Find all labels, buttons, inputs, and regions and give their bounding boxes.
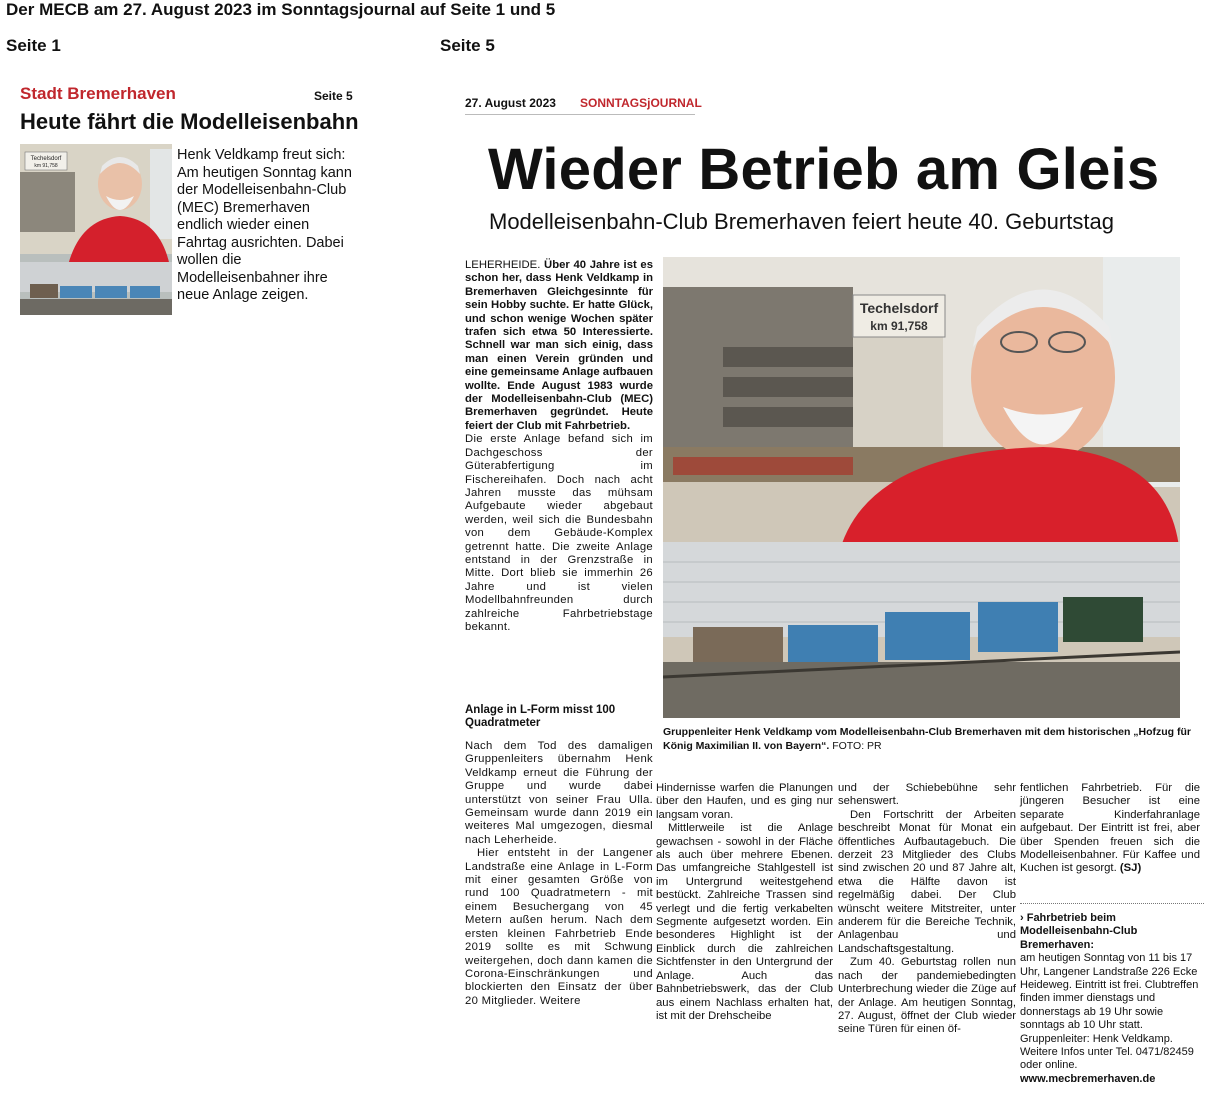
author-sig: (SJ) [1119, 862, 1142, 875]
page5-date: 27. August 2023 [465, 96, 556, 110]
page1-headline: Heute fährt die Modelleisenbahn [20, 109, 359, 134]
page1-label: Seite 1 [6, 36, 61, 55]
svg-text:km 91,758: km 91,758 [34, 163, 58, 169]
caption-credit: FOTO: PR [832, 740, 882, 752]
page1-page-ref: Seite 5 [314, 89, 353, 103]
article-column-1-bottom [465, 740, 653, 1008]
info-box-separator [1020, 903, 1204, 904]
info-box-text: am heutigen Sonntag von 11 bis 17 Uhr, Langener Landstraße 226 Ecke Heideweg. Eintritt ist frei. Clubtreffen finden immer dienstags und donnerstags ab 19 Uhr sowie sonntags ab 10 Uhr statt. Gruppenleiter: Henk Veldkamp. Weitere Infos unter Tel. 0471/82459 oder online. [1020, 952, 1199, 1072]
article-subheading: Anlage in L-Form misst 100 Quadratmeter [465, 704, 616, 729]
lead-text: Über 40 Jahre ist es schon her, dass Henk Veldkamp in Bremerhaven Gleichgesinnte für sein Hobby suchte. Er hatte Glück, und schon wenige Wochen später trafen sich etwa 50 Interessierte. Schnell war man sich einig, dass man einen Verein gründen und eine gemeinsame Anlage aufbauen wollte. Ende August 1983 wurde der Modelleisenbahn-Club (MEC) Bremerhaven gegründet. Heute feiert der Club mit Fahrbetrieb. [465, 259, 653, 432]
page5-newspaper-name: SONNTAGSjOURNAL [580, 96, 702, 110]
photo-caption [663, 725, 1208, 753]
photo-sign-line2: km 91,758 [870, 319, 928, 333]
page1-photo [20, 144, 172, 315]
page5-subtitle: Modelleisenbahn-Club Bremerhaven feiert heute 40. Geburtstag [489, 209, 1114, 234]
paragraph-2: Nach dem Tod des damaligen Gruppenleiters übernahm Henk Veldkamp erneut die Führung der Gruppe und wurde dabei unterstützt von seiner Frau Ulla. Gemeinsam wurde dann 2019 ein weiteres Mal umgezogen, diesmal nach Leherheide. [465, 740, 653, 846]
info-box-text-wrap [1020, 952, 1204, 1086]
col3-paragraph-1: und der Schiebebühne sehr sehenswert. [838, 782, 1016, 808]
lead-paragraph [465, 259, 653, 433]
col4-text: fentlichen Fahrbetrieb. Für die jüngeren Besucher ist eine separate Kinderfahranlage aufgebaut. Der Eintritt ist frei, aber über Spenden freuen sich die Modelleisenbahner. Für Kaffee und Kuchen ist gesorgt. [1020, 782, 1200, 875]
article-column-3 [838, 782, 1016, 1037]
col2-paragraph-1: Hindernisse warfen die Planungen über den Haufen, und es ging nur langsam voran. [656, 782, 833, 821]
info-box [1020, 912, 1204, 1086]
article-column-2 [656, 782, 833, 1023]
dateline: LEHERHEIDE. [465, 259, 541, 271]
page1-teaser-text: Henk Veldkamp freut sich: Am heutigen Sonntag kann der Modelleisenbahn-Club (MEC) Bremerhaven endlich wieder einen Fahrtag ausrichten. Dabei wollen die Modelleisenbahner ihre neue Anlage zeigen. [177, 147, 352, 303]
svg-text:Techelsdorf: Techelsdorf [30, 156, 62, 162]
col3-paragraph-2: Den Fortschritt der Arbeiten beschreibt Monat für Monat ein öffentliches Aufbautagebuch. Die derzeit 23 Mitglieder des Clubs sind zwischen 20 und 87 Jahre alt, etwa die Hälfte davon ist regelmäßig dabei. Der Club wünscht weitere Mitstreiter, unter anderem für die Bereiche Technik, Anlagenbau und Landschaftsgestaltung. [838, 808, 1016, 955]
header-rule [465, 114, 695, 115]
paragraph-1: Die erste Anlage befand sich im Dachgeschoss der Güterabfertigung im Fischereihafen. Doch nach acht Jahren musste das mühsam Aufgebaute wieder abgebaut werden, weil sich die Bundesbahn von dem Gebäude-Komplex getrennt hatte. Die zweite Anlage entstand in der Grenzstraße in Mitte. Dort blieb sie immerhin 26 Jahre und ist vielen Modellbahnfreunden durch zahlreiche Fahrbetriebstage bekannt. [465, 433, 653, 633]
page1-rubric: Stadt Bremerhaven [20, 84, 176, 103]
photo-sign-line1: Techelsdorf [859, 300, 939, 316]
page5-headline: Wieder Betrieb am Gleis [488, 137, 1160, 202]
page5-label: Seite 5 [440, 36, 495, 55]
info-box-heading: › Fahrbetrieb beim Modelleisenbahn-Club Bremerhaven: [1020, 912, 1138, 951]
col4-paragraph-1 [1020, 782, 1200, 876]
caption-text: Gruppenleiter Henk Veldkamp vom Modelleisenbahn-Club Bremerhaven mit dem historischen „Hofzug für König Maximilian II. von Bayern“. [663, 726, 1192, 752]
info-box-url: www.mecbremerhaven.de [1020, 1072, 1156, 1085]
col2-paragraph-2: Mittlerweile ist die Anlage gewachsen - sowohl in der Fläche als auch über mehrere Ebenen. Das umfangreiche Stahlgestell ist im Untergrund weitestgehend bestückt. Zahlreiche Trassen sind verlegt und die fertig verkabelten Segmente aufgesetzt worden. Ein besonderes Highlight ist der Einblick durch die zahlreichen Sichtfenster in den Untergrund der Anlage. Auch das Bahnbetriebswerk, das der Club aus einem Nachlass erhalten hat, ist mit der Drehscheibe [656, 822, 833, 1022]
document-title: Der MECB am 27. August 2023 im Sonntagsjournal auf Seite 1 und 5 [6, 0, 556, 19]
article-column-4 [1020, 782, 1200, 876]
col3-paragraph-3: Zum 40. Geburtstag rollen nun nach der pandemiebedingten Unterbrechung wieder die Züge auf der Anlage. Am heutigen Sonntag, 27. August, öffnet der Club wieder seine Türen für einen öf- [838, 956, 1016, 1036]
article-column-1-top [465, 259, 653, 634]
page5-photo [663, 257, 1180, 718]
paragraph-3: Hier entsteht in der Langener Landstraße eine Anlage in L-Form mit einer gesamten Größe von rund 100 Quadratmetern - mit einem Besuchergang von 45 Metern außen herum. Nach dem ersten kleinen Fahrbetrieb Ende 2019 sollte es mit Schwung weitergehen, doch dann kamen die Corona-Einschränkungen und blockierten den Einsatz der über 20 Mitglieder. Weitere [465, 847, 653, 1007]
